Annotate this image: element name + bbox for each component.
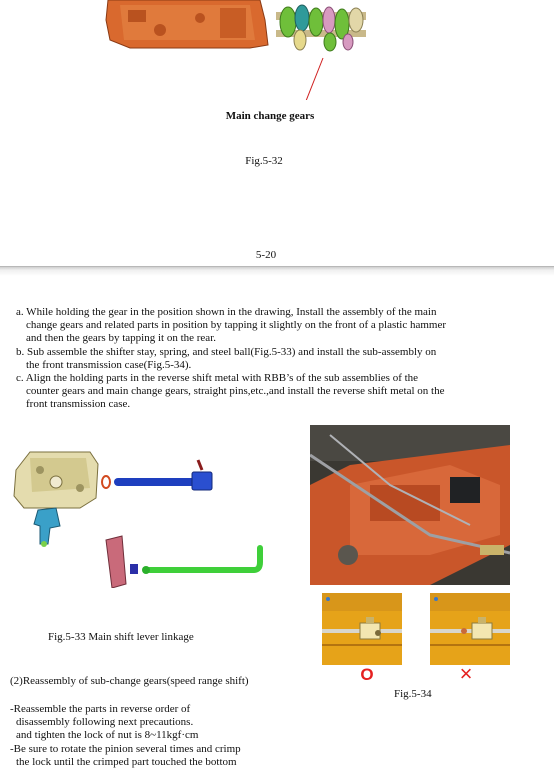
page-separator bbox=[0, 266, 554, 276]
section-line: and tighten the lock of nut is 8~11kgf·cm bbox=[16, 729, 199, 742]
correct-example-drawing bbox=[322, 593, 402, 665]
instruction-c-line: counter gears and main change gears, straight pins,etc.,and install the reverse shift metal on the bbox=[26, 385, 445, 398]
figure-5-33 bbox=[10, 448, 280, 588]
instruction-a-line: change gears and related parts in position by tapping it slightly on the front of a plastic hammer bbox=[26, 319, 447, 332]
section-line: disassembly following next precautions. bbox=[16, 716, 194, 729]
transmission-photo bbox=[310, 425, 510, 585]
section-body bbox=[10, 703, 310, 769]
instruction-c-line: c. Align the holding parts in the reverse shift metal with RBB’s of the sub assemblies of the bbox=[16, 372, 419, 385]
correct-example-panel bbox=[322, 593, 402, 665]
page-number: 5-20 bbox=[255, 249, 277, 261]
transmission-photo-drawing bbox=[310, 425, 510, 585]
instructions bbox=[16, 306, 536, 412]
instruction-b-line: the front transmission case(Fig.5-34). bbox=[26, 358, 192, 371]
section-line: -Reassemble the parts in reverse order of bbox=[10, 703, 191, 715]
callout-label: Main change gears bbox=[225, 110, 315, 122]
instruction-a-line: and then the gears by tapping it on the rear. bbox=[26, 332, 216, 345]
transmission-gears-illustration bbox=[100, 0, 380, 100]
instruction-a-line: a. While holding the gear in the position shown in the drawing, Install the assembly of the main bbox=[16, 306, 437, 318]
shift-lever-linkage-illustration bbox=[10, 448, 280, 588]
figure-5-34-caption: Fig.5-34 bbox=[394, 688, 432, 700]
section-line: -Be sure to rotate the pinion several times and crimp bbox=[10, 742, 241, 755]
instruction-b-line: b. Sub assemble the shifter stay, spring, and steel ball(Fig.5-33) and install the sub-assembly on bbox=[16, 345, 437, 358]
wrong-example-panel bbox=[430, 593, 510, 665]
wrong-mark: × bbox=[459, 661, 473, 686]
section-line: the lock until the crimped part touched the bottom bbox=[16, 755, 237, 768]
correct-mark: O bbox=[360, 665, 374, 684]
instruction-c-line: front transmission case. bbox=[26, 398, 131, 411]
figure-caption: Fig.5-32 bbox=[245, 155, 283, 167]
figure-5-33-caption: Fig.5-33 Main shift lever linkage bbox=[48, 631, 194, 643]
wrong-example-drawing bbox=[430, 593, 510, 665]
section-heading: (2)Reassembly of sub-change gears(speed range shift) bbox=[10, 675, 249, 687]
figure-5-32 bbox=[100, 0, 380, 100]
